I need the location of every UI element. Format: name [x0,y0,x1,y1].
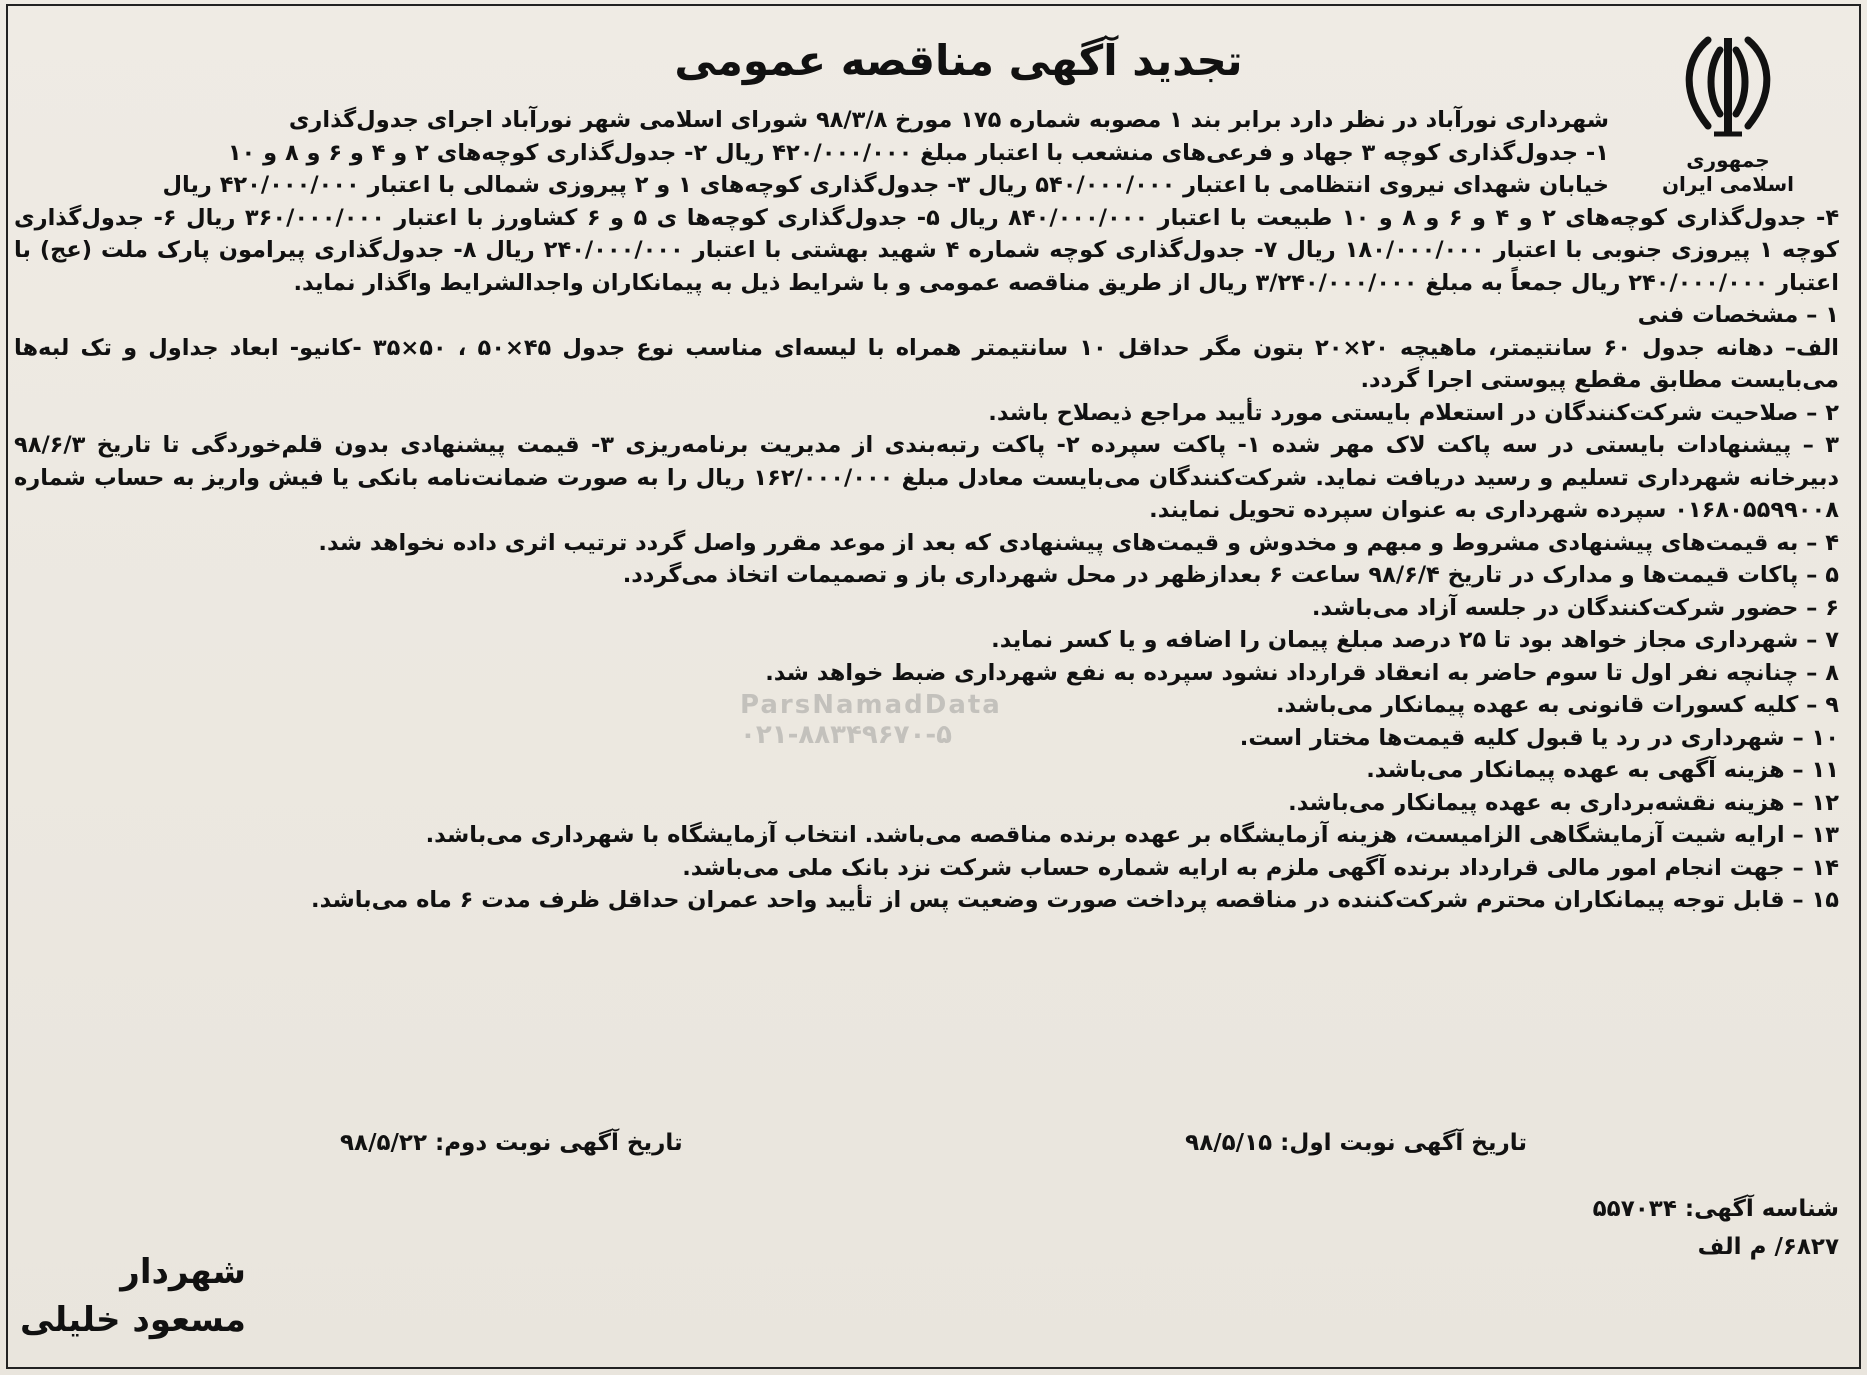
page-title: تجدید آگهی مناقصه عمومی [674,36,1243,85]
emblem-label: جمهوری اسلامی ایران [1661,148,1795,196]
list-item: ۸ – چنانچه نفر اول تا سوم حاضر به انعقاد قرارداد نشود سپرده به نفع شهرداری ضبط خواهد شد. [765,659,1839,686]
ad-id: شناسه آگهی: ۵۵۷۰۳۴ [1592,1196,1839,1222]
watermark [740,690,1002,750]
list-item: ۱۵ – قابل توجه پیمانکاران محترم شرکت‌کننده در مناقصه پرداخت صورت وضعیت پس از تأیید واحد عمران حداقل ظرف مدت ۶ ماه می‌باشد. [311,887,1839,913]
second-publication-date: تاریخ آگهی نوبت دوم: ۹۸/۵/۲۲ [340,1130,683,1156]
list-item: ۶ – حضور شرکت‌کنندگان در جلسه آزاد می‌باشد. [1311,594,1839,621]
list-item: ۱۱ – هزینه آگهی به عهده پیمانکار می‌باشد. [1366,757,1839,783]
list-item: ۱۲ – هزینه نقشه‌برداری به عهده پیمانکار می‌باشد. [1288,789,1839,816]
list-item: ۱ – مشخصات فنی [1637,302,1839,328]
notice-body [14,104,1839,917]
list-item: ۲ – صلاحیت شرکت‌کنندگان در استعلام بایستی مورد تأیید مراجع ذیصلاح باشد. [988,399,1839,426]
list-item: ۱۴ – جهت انجام امور مالی قرارداد برنده آگهی ملزم به ارایه شماره حساب شرکت نزد بانک ملی می‌باشد. [682,854,1839,881]
intro-rest: ۴- جدول‌گذاری کوچه‌های ۲ و ۴ و ۶ و ۸ و ۱۰ طبیعت با اعتبار ۸۴۰/۰۰۰/۰۰۰ ریال ۵- جدول‌گذاری کوچه‌ها ی ۵ و ۶ کشاورز با اعتبار ۳۶۰/۰۰۰/۰۰۰ ریال ۶- جدول‌گذاری کوچه ۱ پیروزی جنوبی با اعتبار ۱۸۰/۰۰۰/۰۰۰ ریال ۷- جدول‌گذاری کوچه شماره ۴ شهید بهشتی با اعتبار ۲۴۰/۰۰۰/۰۰۰ ریال ۸- جدول‌گذاری پیرامون پارک ملت (عج) با اعتبار ۲۴۰/۰۰۰/۰۰۰ ریال جمعاً به مبلغ ۳/۲۴۰/۰۰۰/۰۰۰ ریال از طریق مناقصه عمومی و با شرایط ذیل به پیمانکاران واجدالشرایط واگذار نماید. [14,204,1840,296]
watermark-brand: ParsNamadData [740,690,1002,720]
list-item: ۱۳ – ارایه شیت آزمایشگاهی الزامیست، هزینه آزمایشگاه بر عهده برنده مناقصه می‌باشد. انتخاب آزمایشگاه با شهرداری می‌باشد. [425,822,1839,848]
list-item: ۱۰ – شهرداری در رد یا قبول کلیه قیمت‌ها مختار است. [1239,724,1839,751]
ad-code: ۶۸۲۷/ م الف [1697,1234,1839,1260]
intro-line-1: شهرداری نورآباد در نظر دارد برابر بند ۱ مصوبه شماره ۱۷۵ مورخ ۹۸/۳/۸ شورای اسلامی شهر نورآباد اجرای جدول‌گذاری [288,107,1609,133]
intro-line-2: ۱- جدول‌گذاری کوچه ۳ جهاد و فرعی‌های منشعب با اعتبار مبلغ ۴۲۰/۰۰۰/۰۰۰ ریال ۲- جدول‌گذاری کوچه‌های ۲ و ۴ و ۶ و ۸ و ۱۰ [227,139,1609,166]
publication-dates [340,1130,1527,1156]
list-item: ۳ – پیشنهادات بایستی در سه پاکت لاک مهر شده ۱- پاکت سپرده ۲- پاکت رتبه‌بندی از مدیریت برنامه‌ریزی ۳- قیمت پیشنهادی بدون قلم‌خوردگی تا تاریخ ۹۸/۶/۳ دبیرخانه شهرداری تسلیم و رسید دریافت نماید. شرکت‌کنندگان می‌بایست معادل مبلغ ۱۶۲/۰۰۰/۰۰۰ ریال را به صورت ضمانت‌نامه بانکی یا فیش واریز به حساب شماره ۰۱۶۸۰۵۵۹۹۰۰۸ سپرده شهرداری به عنوان سپرده تحویل نمایند. [14,432,1839,523]
intro-line-3: خیابان شهدای نیروی انتظامی با اعتبار ۵۴۰/۰۰۰/۰۰۰ ریال ۳- جدول‌گذاری کوچه‌های ۱ و ۲ پیروزی شمالی با اعتبار ۴۲۰/۰۰۰/۰۰۰ ریال [162,172,1609,198]
list-item: ۵ – پاکات قیمت‌ها و مدارک در تاریخ ۹۸/۶/۴ ساعت ۶ بعدازظهر در محل شهرداری باز و تصمیمات اتخاذ می‌گردد. [622,562,1839,588]
list-item: ۴ – به قیمت‌های پیشنهادی مشروط و مبهم و مخدوش و قیمت‌های پیشنهادی که بعد از موعد مقرر واصل گردد ترتیب اثری داده نخواهد شد. [318,529,1839,556]
signer-name: مسعود خلیلی [20,1300,246,1340]
list-item: ۹ – کلیه کسورات قانونی به عهده پیمانکار می‌باشد. [1275,692,1839,718]
list-item: ۷ – شهرداری مجاز خواهد بود تا ۲۵ درصد مبلغ پیمان را اضافه و یا کسر نماید. [991,627,1839,653]
ad-meta [1593,1190,1839,1266]
watermark-phone: ۰۲۱-۸۸۳۴۹۶۷۰-۵ [740,720,953,750]
first-publication-date: تاریخ آگهی نوبت اول: ۹۸/۵/۱۵ [1185,1130,1527,1156]
signer-role: شهردار [120,1252,246,1292]
list-item: الف– دهانه جدول ۶۰ سانتیمتر، ماهیچه ۲۰×۲۰ بتون مگر حداقل ۱۰ سانتیمتر همراه با لیسه‌ای مناسب نوع جدول ۴۵×۵۰ ، ۵۰×۳۵ -کانیو- ابعاد جداول و تک لبه‌ها می‌بایست مطابق مقطع پیوستی اجرا گردد. [14,334,1840,393]
signature-block [20,1248,246,1344]
